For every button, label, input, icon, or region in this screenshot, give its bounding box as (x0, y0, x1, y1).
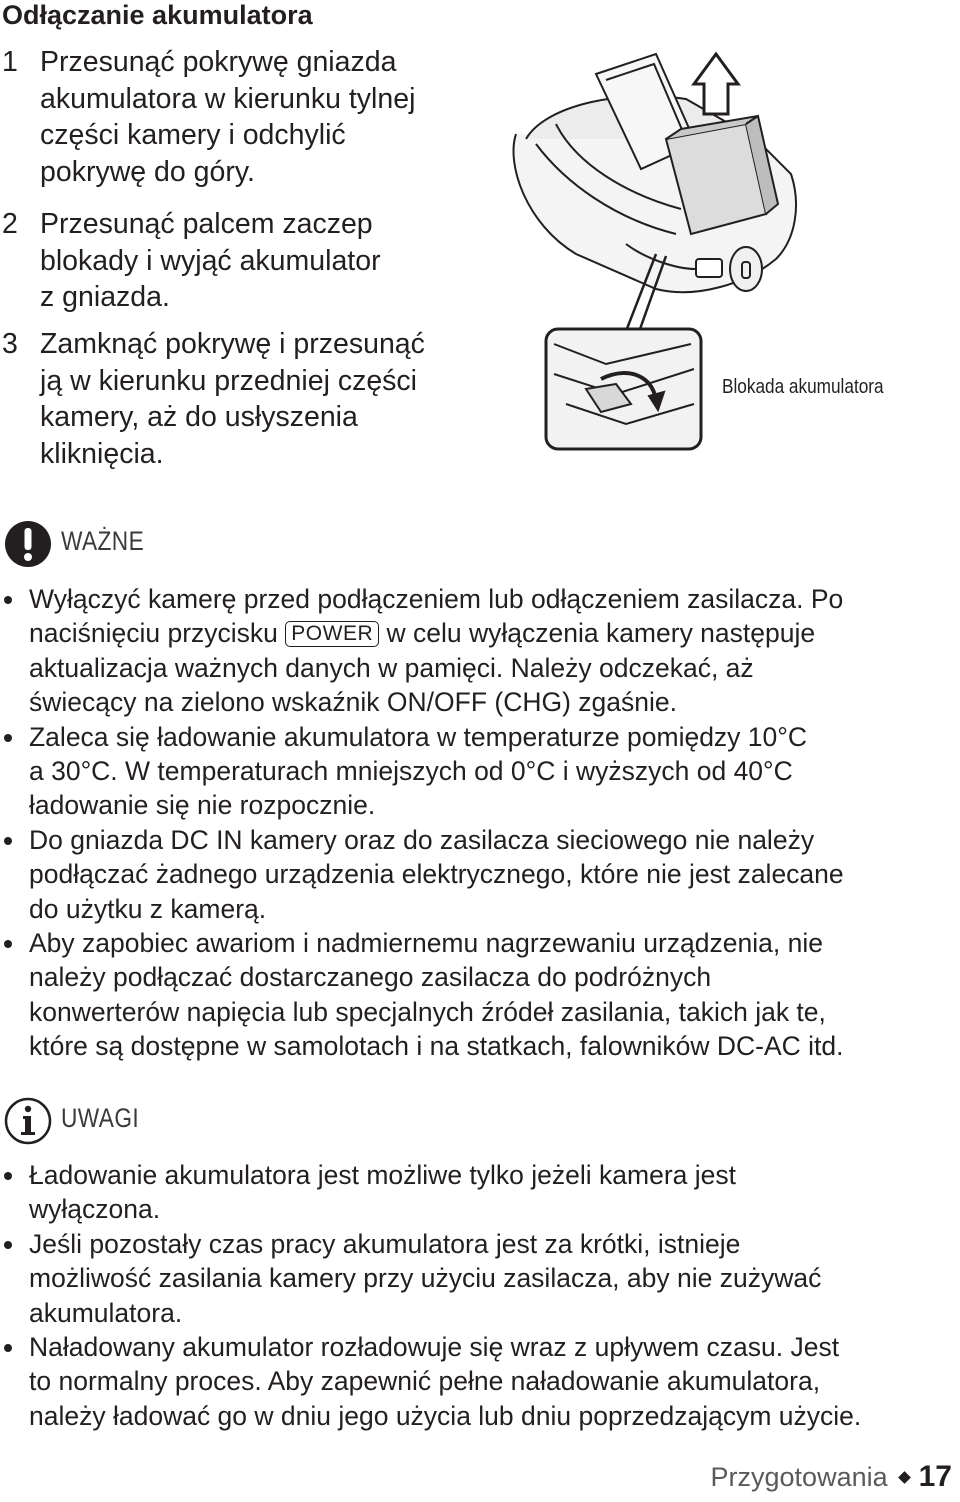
step-text-line: kamery, aż do usłyszenia (40, 401, 358, 433)
list-item-line: Do gniazda DC IN kamery oraz do zasilacza sieciowego nie należy (29, 824, 815, 855)
bullet-dot (4, 837, 12, 845)
list-item (0, 1330, 960, 1433)
bullet-dot (4, 596, 12, 604)
step-text (40, 206, 381, 316)
list-item (0, 1227, 960, 1330)
list-item-line: aktualizacja ważnych danych w pamięci. Należy odczekać, aż (29, 652, 754, 683)
list-item-line: konwerterów napięcia lub specjalnych źródeł zasilania, takich jak te, (29, 996, 826, 1027)
illustration-caption: Blokada akumulatora (722, 376, 884, 398)
list-item-line: Ładowanie akumulatora jest możliwe tylko jeżeli kamera jest (29, 1160, 736, 1190)
step-number: 1 (2, 46, 18, 78)
step-text-line: Przesunąć palcem zaczep (40, 208, 373, 240)
step-text-line: kliknięcia. (40, 437, 164, 470)
list-item-line: możliwość zasilania kamery przy użyciu zasilacza, aby nie zużywać (29, 1263, 822, 1294)
diamond-icon (898, 1471, 911, 1484)
list-item-line: Zaleca się ładowanie akumulatora w temperaturze pomiędzy 10°C (29, 721, 808, 752)
footer-section: Przygotowania (710, 1462, 888, 1492)
step-text-line: ją w kierunku przedniej części (40, 364, 417, 397)
list-item-line: świecący na zielono wskaźnik ON/OFF (CHG) zgaśnie. (29, 687, 677, 718)
notes-bullet-list (0, 1158, 960, 1433)
list-item (0, 1158, 960, 1227)
list-item-line: do użytku z kamerą. (29, 893, 267, 924)
list-item-line: Jeśli pozostały czas pracy akumulatora jest za krótki, istnieje (29, 1228, 741, 1259)
list-item-line: Naładowany akumulator rozładowuje się wraz z upływem czasu. Jest (29, 1332, 840, 1363)
bullet-dot (4, 1172, 12, 1180)
list-item (0, 926, 960, 1064)
text-segment: naciśnięciu przycisku (29, 618, 286, 649)
step-text-line: blokady i wyjąć akumulator (40, 244, 381, 277)
list-item (0, 720, 960, 823)
list-item-line: podłączać żadnego urządzenia elektrycznego, które nie jest zalecane (29, 859, 844, 890)
info-icon (4, 1097, 52, 1145)
bullet-dot (4, 1241, 12, 1249)
list-item-line: akumulatora. (29, 1297, 183, 1328)
step-text-line: części kamery i odchylić (40, 119, 346, 151)
list-item (0, 582, 960, 720)
bullet-dot (4, 940, 12, 948)
important-bullet-list (0, 582, 960, 1064)
step-text-line: Zamknąć pokrywę i przesunąć (40, 328, 425, 360)
step-text-line: z gniazda. (40, 281, 170, 313)
step-text-line: Przesunąć pokrywę gniazda (40, 46, 397, 78)
step-text (40, 326, 425, 472)
power-key-label: POWER (285, 621, 379, 647)
page-number: 17 (918, 1460, 952, 1493)
list-item-line: wyłączona. (29, 1194, 161, 1225)
step-text-line: pokrywę do góry. (40, 155, 255, 188)
list-item-line: ładowanie się nie rozpocznie. (29, 790, 376, 821)
list-item-line: Aby zapobiec awariom i nadmiernemu nagrzewaniu urządzenia, nie (29, 928, 823, 959)
list-item-line: a 30°C. W temperaturach mniejszych od 0°C i wyższych od 40°C (29, 756, 793, 787)
step-number: 2 (2, 208, 18, 240)
exclamation-icon (4, 520, 52, 568)
page-footer (711, 1460, 952, 1494)
list-item-line: które są dostępne w samolotach i na statkach, falowników DC-AC itd. (29, 1031, 844, 1062)
list-item (0, 823, 960, 926)
list-item-line (29, 616, 960, 650)
text-segment: w celu wyłączenia kamery następuje (379, 618, 816, 649)
page-title: Odłączanie akumulatora (2, 0, 313, 30)
list-item-line: należy podłączać dostarczanego zasilacza do podróżnych (29, 962, 712, 993)
important-label: WAŻNE (61, 526, 145, 556)
step-text-line: akumulatora w kierunku tylnej (40, 82, 416, 115)
step-number: 3 (2, 328, 18, 360)
list-item-line: Wyłączyć kamerę przed podłączeniem lub odłączeniem zasilacza. Po (29, 584, 844, 614)
bullet-dot (4, 1344, 12, 1352)
step-text (40, 44, 415, 190)
notes-label: UWAGI (61, 1103, 140, 1133)
list-item-line: to normalny proces. Aby zapewnić pełne naładowanie akumulatora, (29, 1366, 821, 1397)
bullet-dot (4, 734, 12, 742)
list-item-line: należy ładować go w dniu jego użycia lub dniu poprzedzającym użycie. (29, 1400, 862, 1431)
